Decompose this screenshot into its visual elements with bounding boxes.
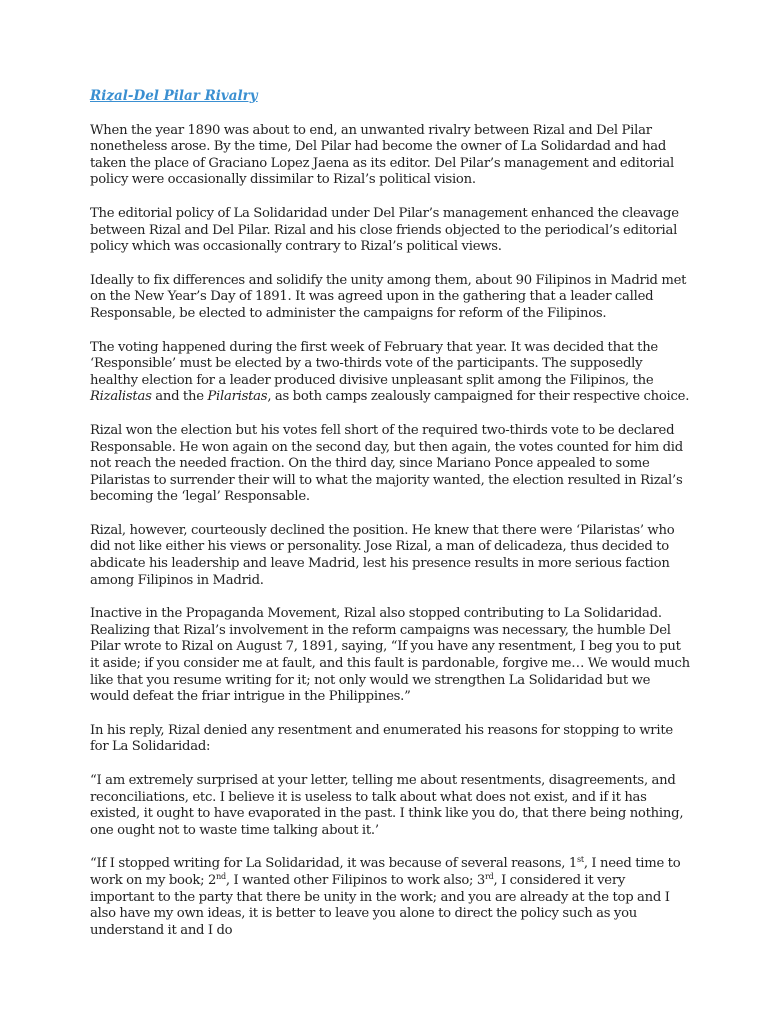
article-title[interactable]: Rizal-Del Pilar Rivalry <box>90 88 258 104</box>
rizalistas-term: Rizalistas <box>90 389 152 405</box>
paragraph-10-part-4: , I considered it very important to the party that there be unity in the work; and you are already at the top and I also have my own ideas, it is better to leave you alone to direct the policy such as you understand it and I do <box>90 872 670 938</box>
paragraph-1: When the year 1890 was about to end, an unwanted rivalry between Rizal and Del Pilar nonetheless arose. By the time, Del Pilar had become the owner of La Solidardad and had taken the place of Graciano Lopez Jaena as its editor. Del Pilar’s management and editorial policy were occasionally dissimilar to Rizal’s political vision. <box>90 122 674 188</box>
paragraph-8: In his reply, Rizal denied any resentment and enumerated his reasons for stopping to write for La Solidaridad: <box>90 722 673 755</box>
paragraph-5: Rizal won the election but his votes fell short of the required two-thirds vote to be declared Responsable. He won again on the second day, but then again, the votes counted for him did not reach the needed fraction. On the third day, since Mariano Ponce appealed to some Pilaristas to surrender their will to what the majority wanted, the election resulted in Rizal’s becoming the ‘legal’ Responsable. <box>90 422 683 505</box>
paragraph-9-quote: “I am extremely surprised at your letter, telling me about resentments, disagreements, and reconciliations, etc. I believe it is useless to talk about what does not exist, and if it has existed, it ought to have evaporated in the past. I think like you do, that there being nothing, one ought not to waste time talking about it.’ <box>90 773 684 838</box>
paragraph-10-part-3: , I wanted other Filipinos to work also; 3 <box>225 872 486 888</box>
paragraph-10-part-1: “If I stopped writing for La Solidaridad, it was because of several reasons, 1 <box>90 856 577 872</box>
ordinal-suffix-1: st <box>577 855 584 865</box>
paragraph-4-text-b: and the <box>151 389 208 405</box>
paragraph-6: Rizal, however, courteously declined the position. He knew that there were ‘Pilaristas’ who did not like either his views or personality. Jose Rizal, a man of delicadeza, thus decided to abdicate his leadership and leave Madrid, lest his presence results in more serious faction among Filipinos in Madrid. <box>90 522 675 588</box>
pilaristas-term: Pilaristas <box>207 389 268 405</box>
paragraph-4-text-a: The voting happened during the first week of February that year. It was decided that the ‘Responsible’ must be elected by a two-thirds vote of the participants. The supposedly healthy election for a leader produced divisive unpleasant split among the Filipinos, the <box>90 339 658 388</box>
paragraph-2: The editorial policy of La Solidaridad under Del Pilar’s management enhanced the cleavage between Rizal and Del Pilar. Rizal and his close friends objected to the periodical’s editorial policy which was occasionally contrary to Rizal’s political views. <box>90 205 679 255</box>
paragraph-4-text-c: , as both camps zealously campaigned for their respective choice. <box>267 389 690 405</box>
paragraph-10-quote <box>90 856 690 939</box>
document-page <box>90 88 690 956</box>
paragraph-4 <box>90 340 690 406</box>
paragraph-3: Ideally to fix differences and solidify the unity among them, about 90 Filipinos in Madrid met on the New Year’s Day of 1891. It was agreed upon in the gathering that a leader called Responsable, be elected to administer the campaigns for reform of the Filipinos. <box>90 272 687 321</box>
ordinal-suffix-2: nd <box>216 871 226 881</box>
ordinal-suffix-3: rd <box>485 871 494 881</box>
paragraph-7: Inactive in the Propaganda Movement, Rizal also stopped contributing to La Solidaridad. Realizing that Rizal’s involvement in the reform campaigns was necessary, the humble Del Pilar wrote to Rizal on August 7, 1891, saying, “If you have any resentment, I beg you to put it aside; if you consider me at fault, and this fault is pardonable, forgive me… We would much like that you resume writing for it; not only would we strengthen La Solidaridad but we would defeat the friar intrigue in the Philippines.” <box>90 606 690 705</box>
paragraph-10-part-2: , I need time to work on my book; 2 <box>90 856 681 888</box>
